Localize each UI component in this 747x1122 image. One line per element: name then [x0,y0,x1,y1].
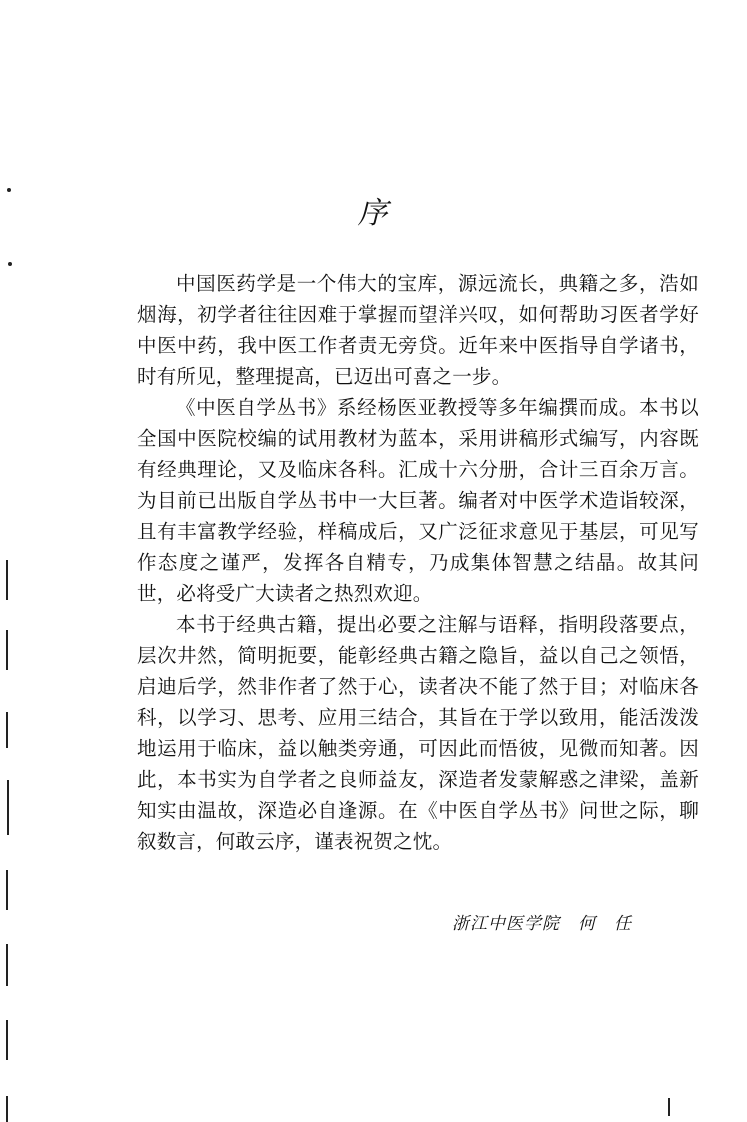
scan-edge-line [6,630,8,670]
preface-paragraph-3: 本书于经典古籍，提出必要之注解与语释，指明段落要点，层次井然，简明扼要，能彰经典古籍之隐旨，益以自己之领悟，启迪后学，然非作者了然于心，读者决不能了然于目；对临床各科，以学习、思考、应用三结合，其旨在于学以致用，能活泼泼地运用于临床，益以触类旁通，可因此而悟彼，见微而知著。因此，本书实为自学者之良师益友，深造者发蒙解惑之津梁，盖新知实由温故，深造必自逢源。在《中医自学丛书》问世之际，聊叙数言，何敢云序，谨表祝贺之忱。 [137,613,699,853]
scan-edge-line [668,1098,670,1116]
preface-title: 序 [357,196,390,231]
scan-edge-line [6,1020,8,1060]
preface-paragraph-1: 中国医药学是一个伟大的宝库，源远流长，典籍之多，浩如烟海，初学者往往因难于掌握而望洋兴叹，如何帮助习医者学好中医中药，我中医工作者责无旁贷。近年来中医指导自学诸书，时有所见，整理提高，已迈出可喜之一步。 [137,272,699,388]
scan-edge-line [6,944,8,986]
preface-paragraph-2: 《中医自学丛书》系经杨医亚教授等多年编撰而成。本书以全国中医院校编的试用教材为蓝本，采用讲稿形式编写，内容既有经典理论，又及临床各科。汇成十六分册，合计三百余万言。为目前已出版自学丛书中一大巨著。编者对中医学术造诣较深，且有丰富教学经验，样稿成后，又广泛征求意见于基层，可见写作态度之谨严，发挥各自精专，乃成集体智慧之结晶。故其问世，必将受广大读者之热烈欢迎。 [137,396,699,605]
scan-edge-line [6,870,8,910]
scan-edge-line [6,1096,8,1122]
author-signature: 浙江中医学院 何 任 [452,914,632,934]
scan-speck [8,262,12,266]
preface-body [137,268,699,857]
scan-edge-line [6,712,8,748]
scan-edge-line [6,560,8,600]
scan-edge-line [7,780,9,835]
